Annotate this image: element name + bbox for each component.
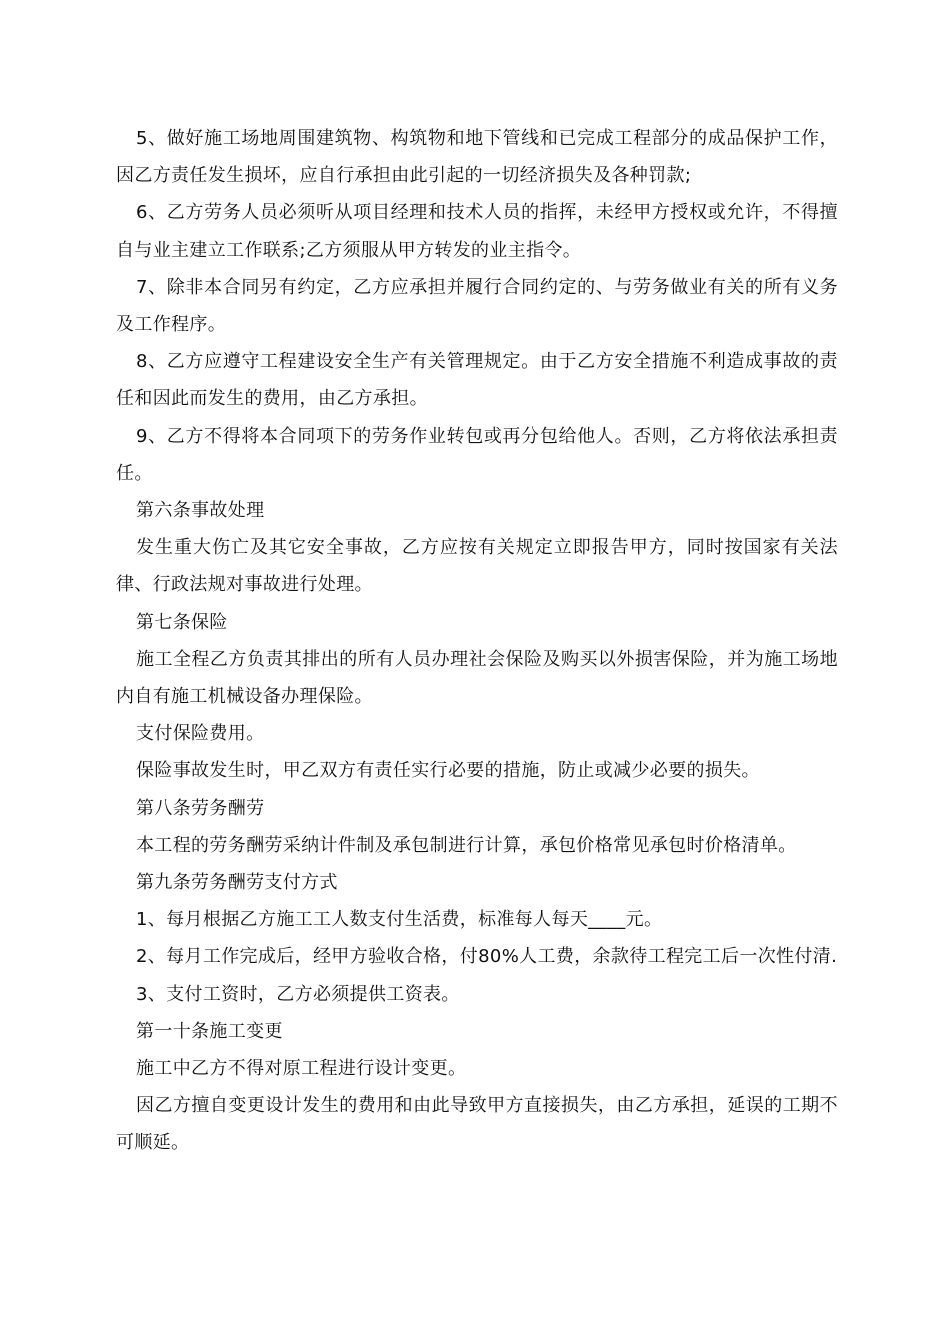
article-9-item-1: 1、每月根据乙方施工工人数支付生活费，标准每人每天____元。 [136,909,663,931]
article-7-heading: 第七条保险 [136,611,228,633]
article-9-item-2: 2、每月工作完成后，经甲方验收合格，付80%人工费，余款待工程完工后一次性付清. [136,946,838,968]
clause-6-paragraph: 6、乙方劳务人员必须听从项目经理和技术人员的指挥，未经甲方授权或允许，不得擅自与业主建立工作联系;乙方须服从甲方转发的业主指令。 [116,202,838,261]
article-7-body-2: 支付保险费用。 [136,723,265,745]
article-7-body-3: 保险事故发生时，甲乙双方有责任实行必要的措施，防止或减少必要的损失。 [136,760,760,782]
article-6-body: 发生重大伤亡及其它安全事故，乙方应按有关规定立即报告甲方，同时按国家有关法律、行政法规对事故进行处理。 [116,537,838,596]
clause-5-paragraph: 5、做好施工场地周围建筑物、构筑物和地下管线和已完成工程部分的成品保护工作，因乙方责任发生损坏，应自行承担由此引起的一切经济损失及各种罚款; [116,128,838,187]
article-9-item-3: 3、支付工资时，乙方必须提供工资表。 [136,983,460,1005]
article-10-body-1: 施工中乙方不得对原工程进行设计变更。 [136,1058,467,1080]
article-7-body-1: 施工全程乙方负责其排出的所有人员办理社会保险及购买以外损害保险，并为施工场地内自有施工机械设备办理保险。 [116,648,838,708]
article-6-heading: 第六条事故处理 [136,500,265,522]
article-10-body-2: 因乙方擅自变更设计发生的费用和由此导致甲方直接损失，由乙方承担，延误的工期不可顺延。 [116,1095,838,1154]
article-8-heading: 第八条劳务酬劳 [136,797,265,819]
article-10-heading: 第一十条施工变更 [136,1020,283,1042]
article-9-heading: 第九条劳务酬劳支付方式 [136,872,338,894]
clause-9-paragraph: 9、乙方不得将本合同项下的劳务作业转包或再分包给他人。否则，乙方将依法承担责任。 [116,425,838,484]
clause-7-paragraph: 7、除非本合同另有约定，乙方应承担并履行合同约定的、与劳务做业有关的所有义务及工作程序。 [116,276,838,336]
article-8-body: 本工程的劳务酬劳采纳计件制及承包制进行计算，承包价格常见承包时价格清单。 [136,834,797,856]
document-body [116,120,838,1162]
clause-8-paragraph: 8、乙方应遵守工程建设安全生产有关管理规定。由于乙方安全措施不利造成事故的责任和因此而发生的费用，由乙方承担。 [116,351,838,410]
